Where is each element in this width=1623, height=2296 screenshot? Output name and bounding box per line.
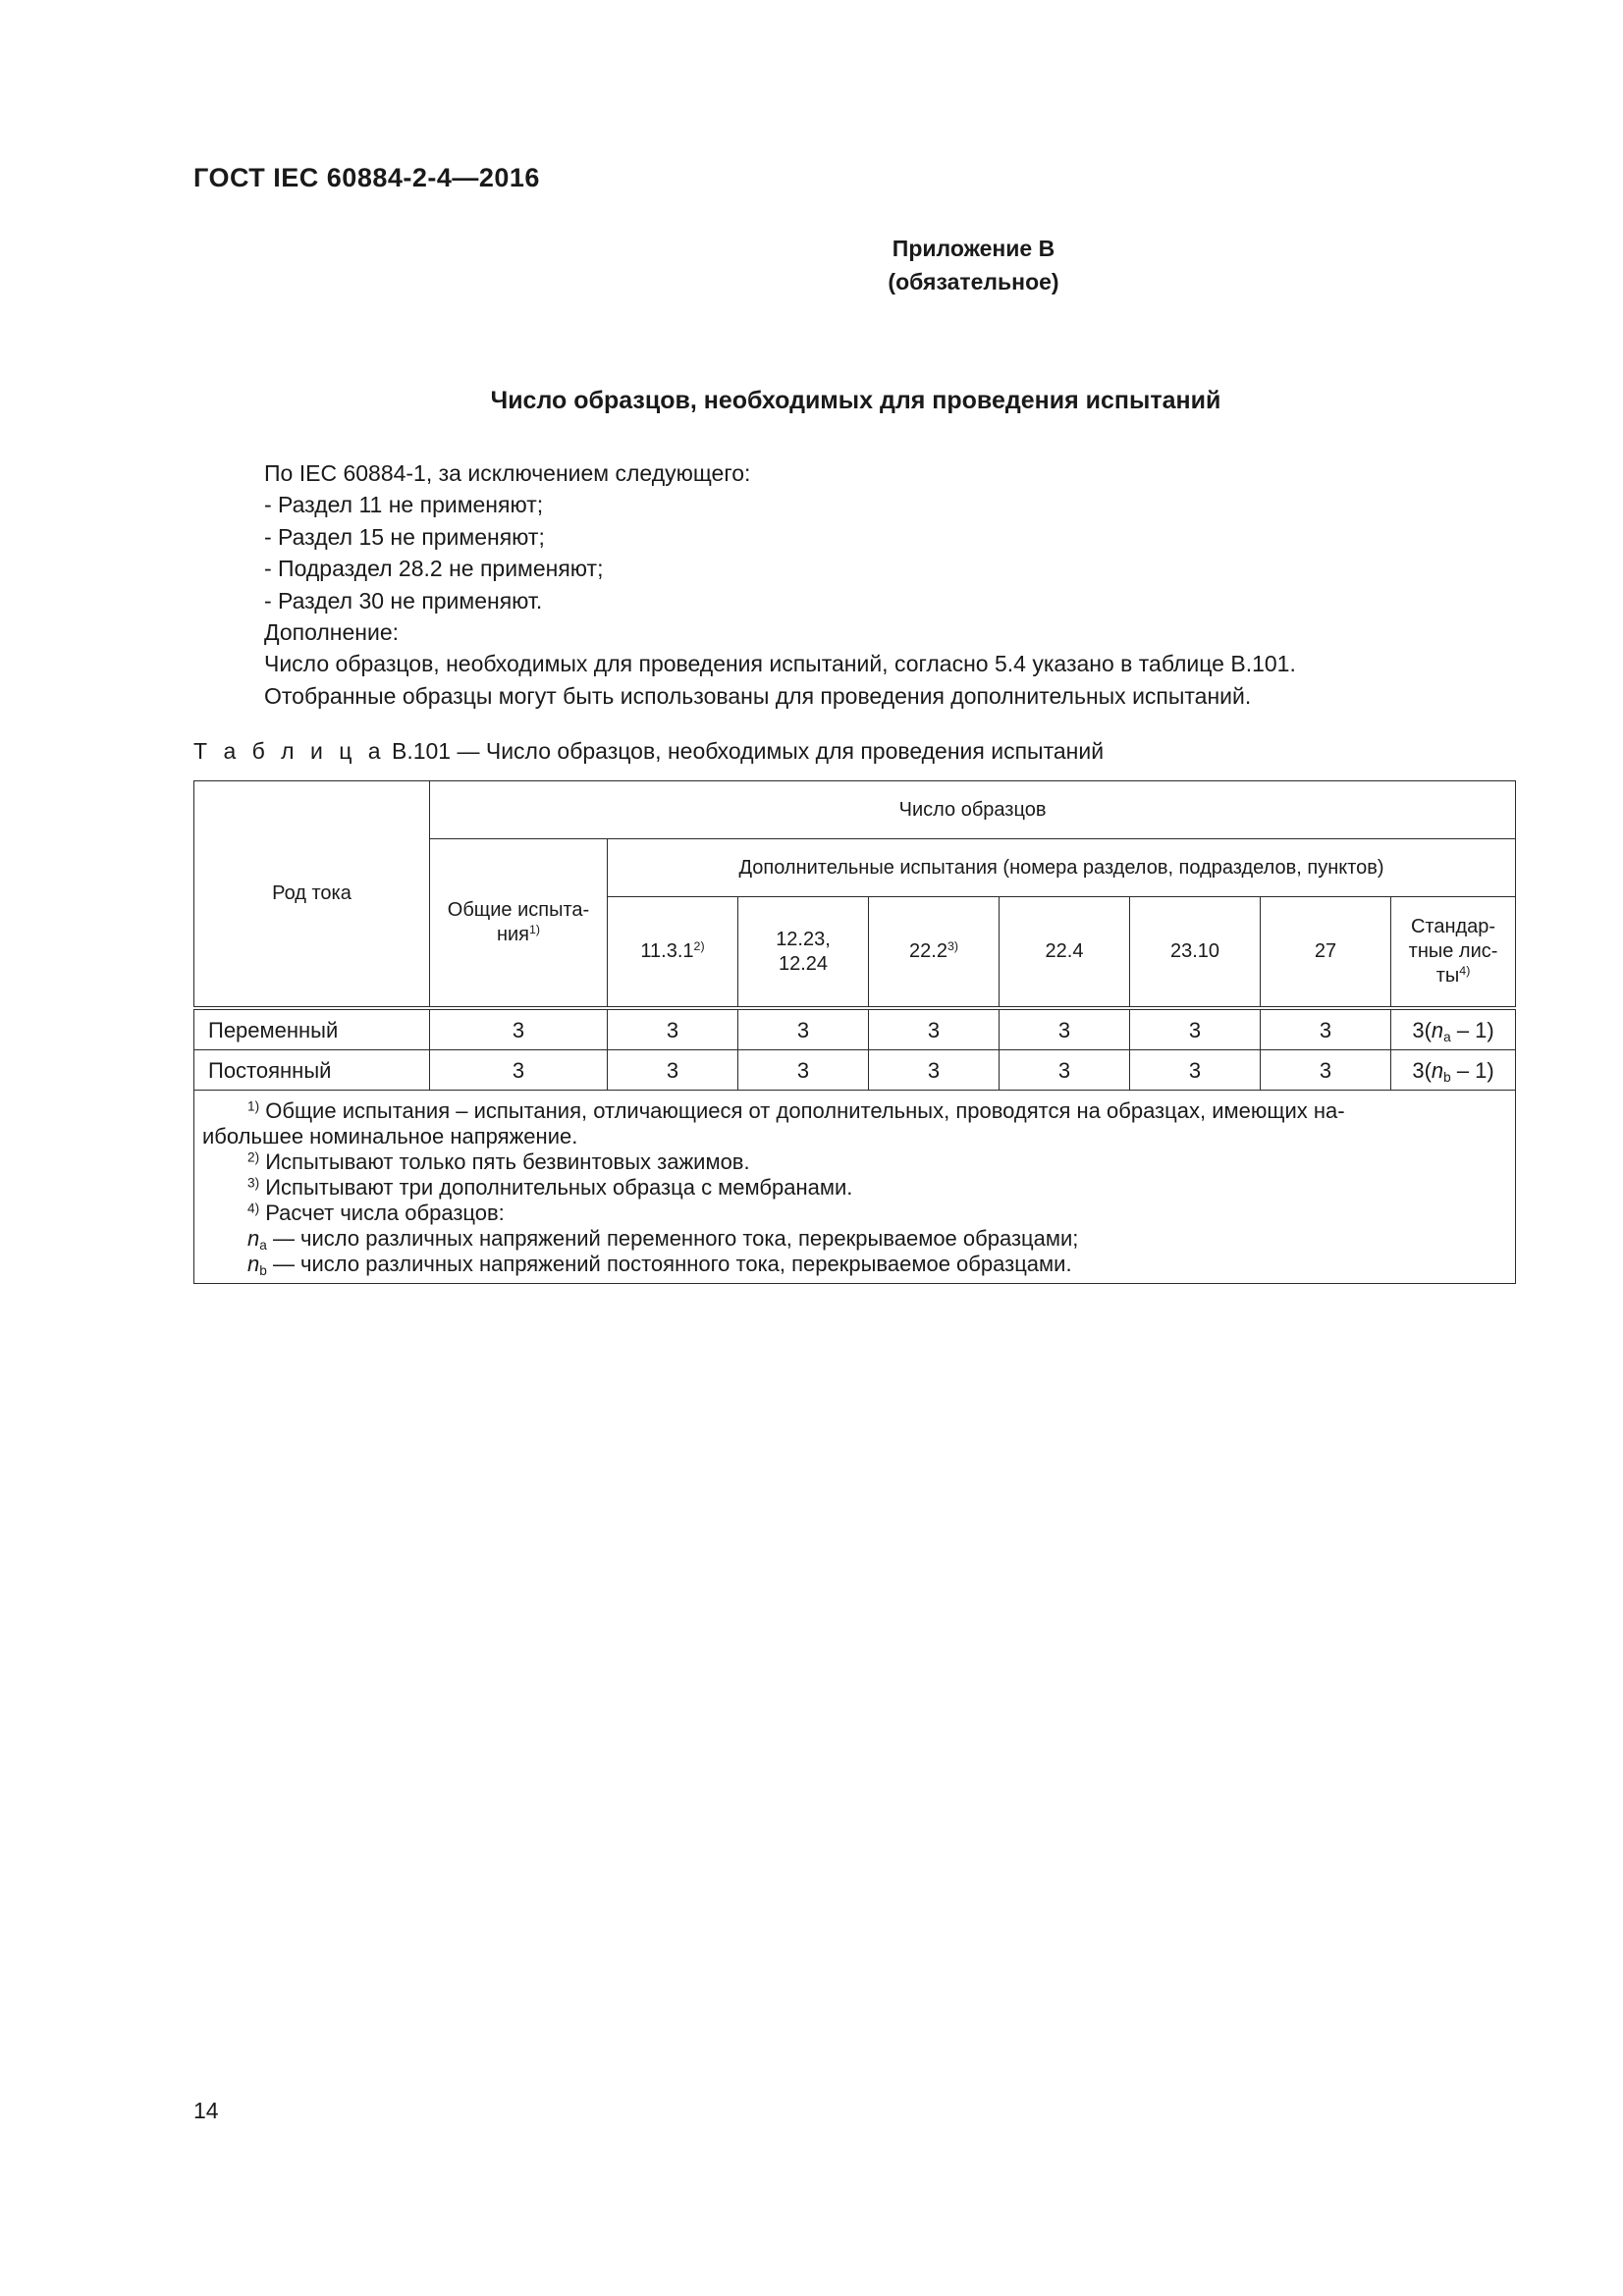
intro-line: - Раздел 11 не применяют; [264, 492, 544, 518]
formula-var: n [1431, 1057, 1444, 1083]
table-cell: 3 [738, 1050, 869, 1091]
header-num-samples: Число образцов [430, 781, 1516, 839]
formula-sub: a [259, 1238, 267, 1254]
clause-label: 11.3.1 [640, 940, 694, 962]
footnote-nb [247, 1252, 1499, 1277]
footnote-2 [247, 1149, 1499, 1175]
row-label: Переменный [194, 1008, 430, 1050]
formula-sub: b [259, 1263, 267, 1279]
table-cell: 3 [1261, 1008, 1391, 1050]
footnote-mark: 4) [247, 1201, 260, 1216]
page-number: 14 [193, 2098, 219, 2123]
clause-label: 12.23, [776, 928, 831, 950]
table-cell: 3 [1130, 1008, 1261, 1050]
row-label: Постоянный [194, 1050, 430, 1091]
table-row [194, 1050, 1516, 1091]
standard-sheets-line [1395, 964, 1511, 988]
footnote-na [247, 1226, 1499, 1252]
table-caption-prefix: Т а б л и ц а [193, 738, 386, 764]
table-cell: 3 [430, 1008, 608, 1050]
table-cell: 3 [608, 1008, 738, 1050]
header-clause [1130, 897, 1261, 1009]
header-clause [1261, 897, 1391, 1009]
footnote-text: Испытывают только пять безвинтовых зажимов. [259, 1149, 750, 1174]
section-title [0, 387, 1623, 415]
annex-status: (обязательное) [888, 269, 1059, 294]
formula-var: n [1431, 1017, 1444, 1042]
footnote-ref: 1) [529, 923, 541, 937]
formula-part: – 1) [1450, 1057, 1494, 1083]
intro-line: Число образцов, необходимых для проведения испытаний, согласно 5.4 указано в таблице В.101. [264, 651, 1296, 677]
header-standard-sheets [1391, 897, 1516, 1009]
header-clause [1000, 897, 1130, 1009]
footnote-text: — число различных напряжений постоянного тока, перекрываемое образцами. [266, 1252, 1072, 1276]
footnote-text: Общие испытания – испытания, отличающиеся от дополнительных, проводятся на образцах, имеющих на- [259, 1098, 1345, 1123]
footnote-ref: 3) [947, 939, 958, 954]
header-clause [608, 897, 738, 1009]
table-cell: 3 [1261, 1050, 1391, 1091]
formula-part: 3( [1412, 1057, 1432, 1083]
intro-line: Отобранные образцы могут быть использованы для проведения дополнительных испытаний. [264, 682, 1252, 709]
intro-line: Дополнение: [264, 619, 400, 646]
table-row [194, 1008, 1516, 1050]
table-cell: 3 [738, 1008, 869, 1050]
footnote-text: Испытывают три дополнительных образца с мембранами. [259, 1175, 853, 1200]
clause-label: 12.24 [778, 952, 829, 975]
clause-label: 27 [1314, 940, 1337, 962]
table-cell: 3 [1130, 1050, 1261, 1091]
formula-var: n [247, 1226, 260, 1251]
annex-title [0, 232, 1623, 298]
header-general-tests-line [434, 923, 603, 947]
samples-table [193, 780, 1516, 1284]
formula-part: – 1) [1450, 1017, 1494, 1042]
footnote-4 [247, 1201, 1499, 1226]
intro-line: По IEC 60884-1, за исключением следующего: [264, 460, 751, 486]
footnote-ref: 2) [693, 939, 705, 954]
footnote-text: Расчет числа образцов: [259, 1201, 505, 1225]
clause-label: 22.2 [909, 940, 947, 962]
section-title-text: Число образцов, необходимых для проведения испытаний [490, 387, 1221, 414]
table-caption [193, 738, 1104, 765]
footnote-mark: 1) [247, 1098, 260, 1114]
table-cell: 3 [430, 1050, 608, 1091]
table-footnotes [194, 1091, 1516, 1284]
header-general-tests-word: ния [496, 924, 529, 945]
header-clause [738, 897, 869, 1009]
header-clause [869, 897, 1000, 1009]
intro-text [264, 457, 1491, 712]
standard-sheets-word: ты [1435, 965, 1460, 987]
formula-sub: a [1443, 1029, 1451, 1044]
annex-label: Приложение В [892, 236, 1055, 261]
header-additional-tests: Дополнительные испытания (номера разделов, подразделов, пунктов) [608, 839, 1516, 897]
table-cell: 3 [1000, 1050, 1130, 1091]
table-cell-formula [1391, 1008, 1516, 1050]
table-cell: 3 [869, 1050, 1000, 1091]
standard-sheets-line: тные лис- [1408, 940, 1498, 962]
intro-line: - Раздел 15 не применяют; [264, 523, 545, 550]
formula-sub: b [1443, 1069, 1451, 1085]
footnote-ref: 4) [1459, 964, 1471, 979]
footnote-mark: 2) [247, 1149, 260, 1165]
table-cell-formula [1391, 1050, 1516, 1091]
header-current-type: Род тока [194, 781, 430, 1009]
table-caption-text: В.101 — Число образцов, необходимых для проведения испытаний [385, 738, 1105, 764]
clause-label: 22.4 [1045, 940, 1084, 962]
document-header: ГОСТ IEC 60884-2-4—2016 [193, 163, 540, 192]
clause-label: 23.10 [1169, 940, 1220, 962]
intro-line: - Подраздел 28.2 не применяют; [264, 556, 604, 582]
footnote-text: — число различных напряжений переменного тока, перекрываемое образцами; [266, 1226, 1079, 1251]
footnote-3 [247, 1175, 1499, 1201]
formula-part: 3( [1412, 1017, 1432, 1042]
table-cell: 3 [608, 1050, 738, 1091]
footnote-mark: 3) [247, 1175, 260, 1191]
formula-var: n [247, 1252, 260, 1276]
standard-sheets-line: Стандар- [1410, 916, 1496, 937]
table-cell: 3 [869, 1008, 1000, 1050]
footnote-1-cont: ибольшее номинальное напряжение. [202, 1124, 578, 1148]
header-general-tests [430, 839, 608, 1009]
intro-line: - Раздел 30 не применяют. [264, 587, 543, 614]
header-general-tests-line: Общие испыта- [447, 899, 590, 921]
table-cell: 3 [1000, 1008, 1130, 1050]
footnote-1 [247, 1098, 1499, 1124]
